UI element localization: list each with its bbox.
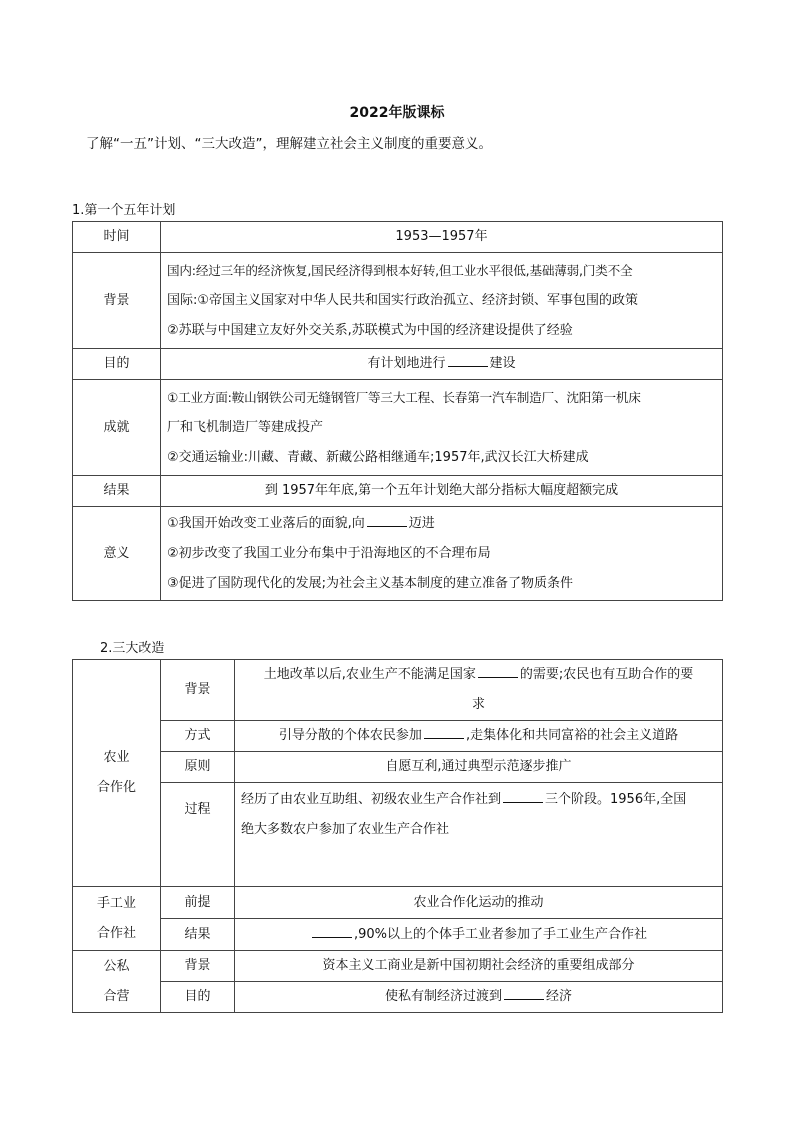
goal-label: 目的 xyxy=(73,349,161,380)
table-row xyxy=(73,380,723,476)
significance-line: ②初步改变了我国工业分布集中于沿海地区的不合理布局 xyxy=(167,545,491,561)
agri-bg-pre: 土地改革以后,农业生产不能满足国家 xyxy=(263,667,476,682)
handicraft-premise-value: 农业合作化运动的推动 xyxy=(235,887,723,919)
section1-heading: 1.第一个五年计划 xyxy=(72,203,176,218)
joint-label-line: 合营 xyxy=(103,988,130,1004)
result-value: 到 1957年年底,第一个五年计划绝大部分指标大幅度超额完成 xyxy=(161,476,723,507)
handicraft-result-cell xyxy=(235,919,723,951)
joint-goal-cell xyxy=(235,982,723,1013)
background-line: ②苏联与中国建立友好外交关系,苏联模式为中国的经济建设提供了经验 xyxy=(167,322,573,338)
agri-process-post: 三个阶段。1956年,全国 xyxy=(545,792,687,807)
agri-bg-post: 的需要;农民也有互助合作的要 xyxy=(519,667,694,682)
agri-way-label: 方式 xyxy=(161,721,235,752)
goal-cell xyxy=(161,349,723,380)
table-row xyxy=(73,222,723,253)
agri-bg-cell xyxy=(235,660,723,721)
joint-goal-label: 目的 xyxy=(161,982,235,1013)
section2-heading: 2.三大改造 xyxy=(100,641,165,656)
significance-text-pre: ①我国开始改变工业落后的面貌,向 xyxy=(167,515,365,531)
fill-blank xyxy=(504,985,544,1000)
table-row xyxy=(73,982,723,1013)
achievement-line: ②交通运输业:川藏、青藏、新藏公路相继通车;1957年,武汉长江大桥建成 xyxy=(167,449,589,465)
agri-bg-line xyxy=(241,660,716,690)
handicraft-label-line: 手工业 xyxy=(96,895,136,911)
joint-bg-value: 资本主义工商业是新中国初期社会经济的重要组成部分 xyxy=(235,951,723,982)
table-row xyxy=(73,752,723,783)
time-label: 时间 xyxy=(73,222,161,253)
agri-label xyxy=(73,660,161,887)
background-line: 国际:①帝国主义国家对中华人民共和国实行政治孤立、经济封锁、军事包围的政策 xyxy=(167,292,639,308)
agri-bg-line: 求 xyxy=(471,697,485,712)
time-value: 1953—1957年 xyxy=(161,222,723,253)
significance-line xyxy=(167,509,716,539)
achievement-cell xyxy=(161,380,723,476)
joint-bg-label: 背景 xyxy=(161,951,235,982)
handicraft-premise-label: 前提 xyxy=(161,887,235,919)
intro-text: 了解“一五”计划、“三大改造”，理解建立社会主义制度的重要意义。 xyxy=(86,136,492,152)
fill-blank xyxy=(424,724,464,739)
significance-cell xyxy=(161,507,723,601)
handicraft-result-post: ,90%以上的个体手工业者参加了手工业生产合作社 xyxy=(353,926,648,942)
agri-principle-label: 原则 xyxy=(161,752,235,783)
table-row xyxy=(73,253,723,349)
agri-process-line: 绝大多数农户参加了农业生产合作社 xyxy=(241,822,450,837)
agri-process-pre: 经历了由农业互助组、初级农业生产合作社到 xyxy=(241,792,502,807)
three-transformations-table xyxy=(72,659,723,1013)
fill-blank xyxy=(478,663,518,678)
fill-blank xyxy=(503,788,543,803)
significance-text-post: 迈进 xyxy=(408,515,435,531)
table-row xyxy=(73,783,723,887)
joint-label-line: 公私 xyxy=(103,958,130,974)
handicraft-label-line: 合作社 xyxy=(96,925,136,941)
table-row xyxy=(73,951,723,982)
fill-blank xyxy=(448,352,488,367)
background-label: 背景 xyxy=(73,253,161,349)
agri-way-pre: 引导分散的个体农民参加 xyxy=(278,728,422,743)
table-row xyxy=(73,507,723,601)
achievement-line: 厂和飞机制造厂等建成投产 xyxy=(167,419,324,435)
handicraft-label xyxy=(73,887,161,951)
table-row xyxy=(73,887,723,919)
agri-principle-value: 自愿互利,通过典型示范逐步推广 xyxy=(235,752,723,783)
significance-label: 意义 xyxy=(73,507,161,601)
goal-text-pre: 有计划地进行 xyxy=(367,356,446,371)
handicraft-result-label: 结果 xyxy=(161,919,235,951)
background-line: 国内:经过三年的经济恢复,国民经济得到根本好转,但工业水平很低,基础薄弱,门类不全 xyxy=(167,262,633,278)
fill-blank xyxy=(367,512,407,527)
page-title: 2022年版课标 xyxy=(349,105,445,121)
background-cell xyxy=(161,253,723,349)
table-row xyxy=(73,721,723,752)
table-row xyxy=(73,349,723,380)
table-row xyxy=(73,660,723,721)
significance-line: ③促进了国防现代化的发展;为社会主义基本制度的建立准备了物质条件 xyxy=(167,575,574,591)
agri-process-label: 过程 xyxy=(161,783,235,887)
agri-bg-label: 背景 xyxy=(161,660,235,721)
agri-label-line: 合作化 xyxy=(96,780,136,795)
five-year-plan-table xyxy=(72,221,723,601)
agri-process-cell xyxy=(235,783,723,887)
agri-label-line: 农业 xyxy=(103,750,130,765)
joint-goal-post: 经济 xyxy=(546,989,573,1004)
agri-way-post: ,走集体化和共同富裕的社会主义道路 xyxy=(465,728,679,743)
achievement-label: 成就 xyxy=(73,380,161,476)
result-label: 结果 xyxy=(73,476,161,507)
goal-text-post: 建设 xyxy=(489,356,516,371)
agri-process-line xyxy=(241,785,716,815)
achievement-line: ①工业方面:鞍山钢铁公司无缝钢管厂等三大工程、长春第一汽车制造厂、沈阳第一机床 xyxy=(167,389,641,405)
table-row xyxy=(73,476,723,507)
fill-blank xyxy=(312,923,352,938)
table-row xyxy=(73,919,723,951)
agri-way-cell xyxy=(235,721,723,752)
joint-label xyxy=(73,951,161,1013)
joint-goal-pre: 使私有制经济过渡到 xyxy=(384,989,502,1004)
